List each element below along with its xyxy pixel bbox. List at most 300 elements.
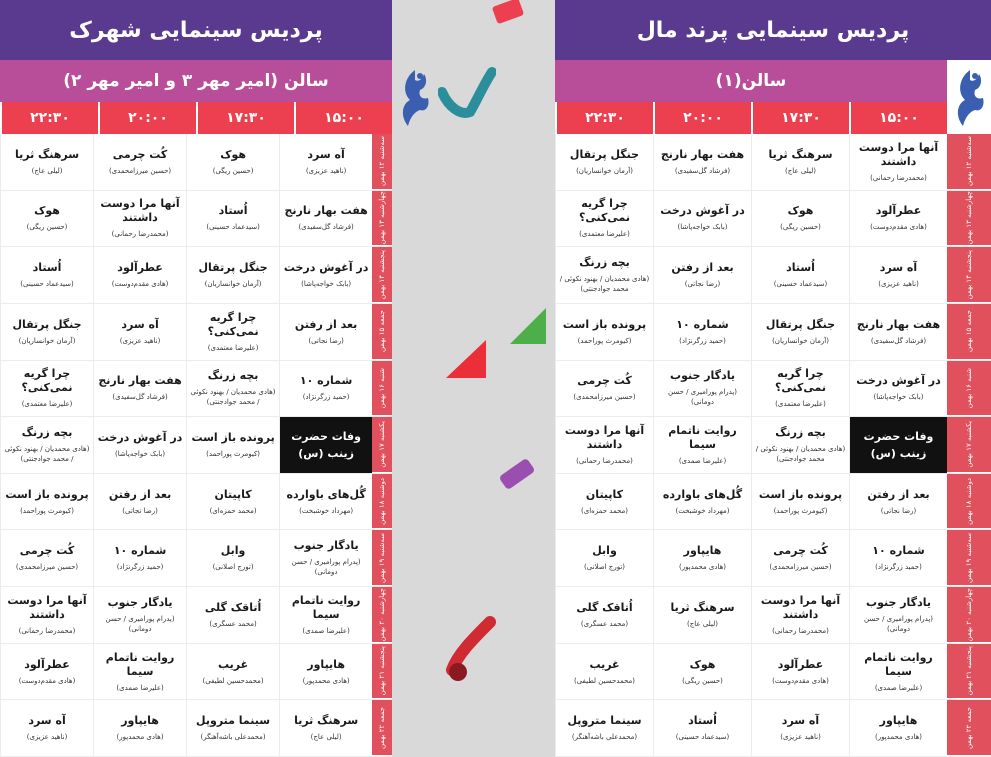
date-label <box>372 417 392 473</box>
schedule-row <box>0 134 392 191</box>
movie-cell <box>555 530 653 586</box>
panel-parand-mall <box>555 0 991 757</box>
director-name: (حسین میرزامحمدی) <box>769 563 832 572</box>
showtime-header: ۲۰:۰۰ <box>653 102 751 134</box>
schedule-row <box>555 191 991 248</box>
movie-cell <box>555 304 653 360</box>
movie-title: آنها مرا دوست داشتند <box>100 197 180 225</box>
movie-cell <box>751 700 849 756</box>
movie-cell <box>555 191 653 247</box>
director-name: (لیلی عاج) <box>687 619 718 628</box>
movie-title: وابل <box>592 544 617 558</box>
movie-cell <box>653 644 751 700</box>
date-label <box>372 191 392 247</box>
movie-title: غریب <box>218 657 249 671</box>
holiday-cell <box>849 417 947 473</box>
movie-cell <box>555 700 653 756</box>
director-name: (هادی محمدپور) <box>302 676 350 685</box>
movie-cell <box>0 134 93 190</box>
movie-cell <box>555 134 653 190</box>
movie-cell <box>93 530 186 586</box>
movie-title: هوک <box>220 147 246 161</box>
schedule-row <box>555 644 991 701</box>
director-name: (کیومرث پوراحمد) <box>773 506 828 515</box>
movie-cell <box>0 417 93 473</box>
director-name: (حسین میرزامحمدی) <box>15 563 79 572</box>
director-name: (بابک خواجه‌پاشا) <box>873 393 924 402</box>
date-label <box>372 644 392 700</box>
movie-cell <box>555 474 653 530</box>
date-text: پنجشنبه ۲۱ بهمن <box>378 646 387 696</box>
movie-cell <box>555 247 653 303</box>
movie-cell <box>0 530 93 586</box>
schedule-row <box>0 191 392 248</box>
movie-title: بچه زرنگ <box>21 426 73 440</box>
schedule-row <box>555 134 991 191</box>
movie-cell <box>186 361 279 417</box>
hall-bar <box>555 60 947 102</box>
movie-cell <box>93 247 186 303</box>
movie-title: کاپیتان <box>585 487 624 501</box>
director-name: (محمدعلی باشه‌آهنگر) <box>200 733 266 742</box>
director-name: (سیدعماد حسینی) <box>675 733 730 742</box>
movie-title: بچه زرنگ <box>775 426 826 440</box>
director-name: (محمد عسگری) <box>209 619 257 628</box>
showtime-header: ۱۷:۳۰ <box>196 102 294 134</box>
movie-title: بچه زرنگ <box>579 256 630 270</box>
date-text: شنبه ۱۶ بهمن <box>965 367 973 409</box>
director-name: (حسین میرزامحمدی) <box>573 393 636 402</box>
date-text: یکشنبه ۱۷ بهمن <box>965 421 973 468</box>
date-text: جمعه ۱۵ بهمن <box>965 310 973 353</box>
director-name: (محمدحسین لطیفی) <box>202 676 264 685</box>
movie-title: پرونده باز است <box>191 431 275 445</box>
director-name: (لیلی عاج) <box>785 166 816 175</box>
movie-title: هایپاور <box>121 714 159 728</box>
schedule-row <box>0 587 392 644</box>
director-name: (حمید زرگرنژاد) <box>679 336 726 345</box>
movie-cell <box>279 134 372 190</box>
movie-cell <box>751 587 849 643</box>
showtime-header: ۲۲:۳۰ <box>555 102 653 134</box>
movie-title: سینما متروپل <box>196 714 271 728</box>
schedule-row <box>0 247 392 304</box>
director-name: (محمدرضا رحمانی) <box>18 626 76 635</box>
movie-cell <box>849 644 947 700</box>
movie-title: وفات حضرت زینب (س) <box>863 430 934 461</box>
cinema-title: پردیس سینمایی شهرک <box>69 17 323 43</box>
date-text: سه‌شنبه ۱۲ بهمن <box>965 136 973 187</box>
movie-title: هفت بهار نارنج <box>284 204 368 218</box>
schedule-row <box>0 530 392 587</box>
director-name: (هادی مقدم‌دوست) <box>772 676 829 685</box>
director-name: (بابک خواجه‌پاشا) <box>301 280 352 289</box>
director-name: (رضا نجاتی) <box>122 506 158 515</box>
panel-title <box>0 0 392 60</box>
movie-title: اُستاد <box>688 714 717 728</box>
date-label <box>947 304 991 360</box>
director-name: (رضا نجاتی) <box>880 506 917 515</box>
movie-cell <box>0 247 93 303</box>
movie-title: سرهنگ ثریا <box>768 147 833 161</box>
movie-cell <box>279 530 372 586</box>
director-name: (حسین ریگی) <box>212 166 254 175</box>
movie-title: چرا گریه نمی‌کنی؟ <box>578 197 631 225</box>
hall-name: سالن(۱) <box>715 71 787 91</box>
movie-title: در آغوش درخت <box>856 374 941 388</box>
director-name: (تورج اصلانی) <box>212 563 254 572</box>
triangle-decoration <box>444 338 488 380</box>
movie-cell <box>849 361 947 417</box>
date-label <box>372 361 392 417</box>
film-reel-decoration <box>492 452 542 500</box>
date-text: سه‌شنبه ۱۹ بهمن <box>378 532 387 583</box>
movie-title: عطرآلود <box>875 204 922 218</box>
movie-title: در آغوش درخت <box>660 204 745 218</box>
director-name: (حمید زرگرنژاد) <box>116 563 164 572</box>
movie-cell <box>751 247 849 303</box>
director-name: (فرشاد گل‌سفیدی) <box>674 166 731 175</box>
movie-title: آنها مرا دوست داشتند <box>564 424 645 452</box>
schedule-row <box>555 247 991 304</box>
movie-title: سرهنگ ثریا <box>14 147 80 161</box>
movie-title: جنگل پرتقال <box>569 147 640 161</box>
director-name: (ناهید عزیزی) <box>305 166 347 175</box>
movie-cell <box>93 361 186 417</box>
director-name: (حسین میرزامحمدی) <box>108 166 172 175</box>
movie-cell <box>751 361 849 417</box>
director-name: (سیدعماد حسینی) <box>206 223 260 232</box>
movie-title: یادگار جنوب <box>670 369 735 383</box>
movie-cell <box>653 361 751 417</box>
director-name: (فرشاد گل‌سفیدی) <box>112 393 168 402</box>
director-name: (ناهید عزیزی) <box>119 336 161 345</box>
schedule-row <box>0 700 392 757</box>
movie-cell <box>186 587 279 643</box>
director-name: (مهرداد خوشبخت) <box>675 506 730 515</box>
triangle-decoration <box>508 306 548 346</box>
director-name: (بابک خواجه‌پاشا) <box>677 223 728 232</box>
movie-title: هفت بهار نارنج <box>856 317 941 331</box>
director-name: (محمدرضا رحمانی) <box>772 626 829 635</box>
movie-cell <box>279 304 372 360</box>
date-label <box>947 361 991 417</box>
film-reel-decoration <box>438 62 496 122</box>
date-label <box>947 474 991 530</box>
date-text: چهارشنبه ۲۰ بهمن <box>378 587 387 642</box>
movie-cell <box>0 474 93 530</box>
director-name: (رضا نجاتی) <box>684 280 721 289</box>
movie-cell <box>751 644 849 700</box>
director-name: (تورج اصلانی) <box>584 563 625 572</box>
director-name: (هادی مقدم‌دوست) <box>111 280 169 289</box>
simorgh-logo-icon <box>396 66 434 132</box>
panel-shahrak <box>0 0 392 757</box>
movie-title: کُت چرمی <box>577 374 632 388</box>
director-name: (محمدحسین لطیفی) <box>573 676 636 685</box>
director-name: (سیدعماد حسینی) <box>773 280 828 289</box>
director-name: (ناهید عزیزی) <box>780 733 821 742</box>
date-label <box>947 530 991 586</box>
date-text: چهارشنبه ۱۳ بهمن <box>965 191 973 245</box>
director-name: (علیرضا معتمدی) <box>775 400 826 409</box>
movie-cell <box>751 304 849 360</box>
movie-title: سرهنگ ثریا <box>294 714 359 728</box>
date-label <box>372 304 392 360</box>
movie-cell <box>849 304 947 360</box>
movie-cell <box>849 474 947 530</box>
director-name: (محمدعلی باشه‌آهنگر) <box>571 733 638 742</box>
director-name: (هادی مقدم‌دوست) <box>18 676 76 685</box>
date-text: پنجشنبه ۱۴ بهمن <box>965 249 973 300</box>
date-text: پنجشنبه ۱۴ بهمن <box>378 249 387 300</box>
movie-cell <box>186 417 279 473</box>
movie-cell <box>93 417 186 473</box>
film-reel-decoration <box>444 614 498 684</box>
movie-title: هایپاور <box>307 657 345 671</box>
schedule-row <box>555 417 991 474</box>
schedule-row <box>555 530 991 587</box>
movie-cell <box>0 304 93 360</box>
movie-title: روایت ناتمام سیما <box>864 650 933 678</box>
director-name: (علیرضا صمدی) <box>302 626 350 635</box>
schedule-row <box>555 587 991 644</box>
movie-title: اُستاد <box>32 261 62 275</box>
movie-title: بعد از رفتن <box>108 487 172 501</box>
movie-title: در آغوش درخت <box>97 431 183 445</box>
movie-cell <box>279 247 372 303</box>
director-name: (آرمان خوانساریان) <box>204 280 262 289</box>
movie-title: آه سرد <box>121 317 159 331</box>
movie-title: هوک <box>34 204 60 218</box>
movie-title: گُل‌های باوارده <box>286 487 366 501</box>
movie-cell <box>849 530 947 586</box>
director-name: (علیرضا صمدی) <box>116 683 164 692</box>
movie-title: روایت ناتمام سیما <box>105 650 175 678</box>
movie-title: کُت چرمی <box>112 147 168 161</box>
movie-cell <box>653 247 751 303</box>
movie-title: چرا گریه نمی‌کنی؟ <box>774 367 827 395</box>
date-text: چهارشنبه ۲۰ بهمن <box>965 587 973 642</box>
director-name: (محمدرضا رحمانی) <box>576 457 633 466</box>
movie-cell <box>186 474 279 530</box>
showtimes-header <box>0 102 392 134</box>
movie-title: وفات حضرت زینب (س) <box>291 430 361 461</box>
date-label <box>372 587 392 643</box>
movie-cell <box>653 304 751 360</box>
movie-title: هایپاور <box>879 714 918 728</box>
movie-cell <box>751 474 849 530</box>
director-name: (ناهید عزیزی) <box>26 733 68 742</box>
director-name: (حمید زرگرنژاد) <box>302 393 350 402</box>
movie-cell <box>93 587 186 643</box>
director-name: (آرمان خوانساریان) <box>576 166 633 175</box>
movie-cell <box>186 530 279 586</box>
movie-title: هفت بهار نارنج <box>660 147 745 161</box>
movie-title: سرهنگ ثریا <box>670 600 735 614</box>
director-name: (هادی مقدم‌دوست) <box>870 223 927 232</box>
date-text: جمعه ۲۲ بهمن <box>378 706 387 749</box>
director-name: (کیومرث پوراحمد) <box>206 450 261 459</box>
movie-cell <box>93 474 186 530</box>
director-name: (پدرام پورامیری / حسن دومانی) <box>863 614 934 633</box>
schedule-row <box>555 700 991 757</box>
movie-title: آنها مرا دوست داشتند <box>760 593 841 621</box>
director-name: (هادی محمدیان / بهنود نکوئی / محمد جوادجنتی) <box>559 275 650 294</box>
movie-cell <box>279 361 372 417</box>
director-name: (محمد عسگری) <box>580 619 629 628</box>
date-text: چهارشنبه ۱۳ بهمن <box>378 191 387 245</box>
date-label <box>947 587 991 643</box>
movie-title: غریب <box>589 657 620 671</box>
hall-name: سالن (امیر مهر ۳ و امیر مهر ۲) <box>63 71 329 91</box>
date-text: سه‌شنبه ۱۹ بهمن <box>965 532 973 583</box>
movie-cell <box>555 361 653 417</box>
movie-title: هایپاور <box>683 544 722 558</box>
movie-cell <box>186 191 279 247</box>
director-name: (پدرام پورامیری / حسن دومانی) <box>291 558 361 577</box>
movie-cell <box>93 304 186 360</box>
schedule-grid <box>0 134 392 757</box>
movie-cell <box>0 191 93 247</box>
movie-title: یادگار جنوب <box>107 595 173 609</box>
date-text: دوشنبه ۱۸ بهمن <box>965 477 973 525</box>
holiday-cell <box>279 417 372 473</box>
movie-cell <box>849 587 947 643</box>
date-label <box>947 417 991 473</box>
director-name: (علیرضا معتمدی) <box>579 230 630 239</box>
schedule-row <box>555 474 991 531</box>
movie-cell <box>279 191 372 247</box>
hall-bar <box>0 60 392 102</box>
director-name: (لیلی عاج) <box>31 166 63 175</box>
simorgh-logo-icon <box>951 66 989 132</box>
movie-cell <box>93 700 186 756</box>
showtime-header: ۱۵:۰۰ <box>849 102 947 134</box>
movie-title: آه سرد <box>879 261 918 275</box>
movie-title: آنها مرا دوست داشتند <box>858 140 939 168</box>
movie-cell <box>93 191 186 247</box>
date-text: جمعه ۱۵ بهمن <box>378 310 387 353</box>
movie-cell <box>751 530 849 586</box>
director-name: (پدرام پورامیری / حسن دومانی) <box>105 614 175 633</box>
movie-title: یادگار جنوب <box>866 595 931 609</box>
movie-cell <box>653 700 751 756</box>
movie-cell <box>751 417 849 473</box>
director-name: (هادی محمدپور) <box>678 563 727 572</box>
date-label <box>372 474 392 530</box>
director-name: (ناهید عزیزی) <box>878 280 919 289</box>
movie-title: آه سرد <box>307 147 345 161</box>
movie-cell <box>751 191 849 247</box>
panel-title <box>555 0 991 60</box>
movie-cell <box>279 700 372 756</box>
schedule-row <box>0 361 392 418</box>
movie-cell <box>849 191 947 247</box>
movie-cell <box>653 587 751 643</box>
schedule-row <box>555 361 991 418</box>
movie-cell <box>653 474 751 530</box>
movie-title: شماره ۱۰ <box>299 374 353 388</box>
movie-title: کُت چرمی <box>773 544 828 558</box>
date-text: جمعه ۲۲ بهمن <box>965 706 973 749</box>
movie-title: کاپیتان <box>214 487 252 501</box>
movie-title: وابل <box>220 544 246 558</box>
director-name: (محمد حمزه‌ای) <box>581 506 629 515</box>
movie-cell <box>0 644 93 700</box>
movie-title: شماره ۱۰ <box>676 317 729 331</box>
date-label <box>372 530 392 586</box>
movie-title: عطرآلود <box>24 657 70 671</box>
director-name: (لیلی عاج) <box>310 733 342 742</box>
movie-cell <box>279 644 372 700</box>
schedule-row <box>0 304 392 361</box>
director-name: (پدرام پورامیری / حسن دومانی) <box>667 388 738 407</box>
director-name: (محمدرضا رحمانی) <box>870 173 927 182</box>
movie-cell <box>0 587 93 643</box>
date-text: پنجشنبه ۲۱ بهمن <box>965 646 973 696</box>
director-name: (علیرضا صمدی) <box>678 457 727 466</box>
showtime-header: ۲۰:۰۰ <box>98 102 196 134</box>
movie-title: هفت بهار نارنج <box>98 374 182 388</box>
movie-cell <box>555 587 653 643</box>
date-label <box>947 134 991 190</box>
director-name: (آرمان خوانساریان) <box>772 336 829 345</box>
date-label <box>372 247 392 303</box>
director-name: (هادی محمدیان / بهنود نکوئی / محمد جوادجنتی) <box>4 445 90 464</box>
date-text: یکشنبه ۱۷ بهمن <box>378 421 387 468</box>
movie-cell <box>849 134 947 190</box>
movie-title: جنگل پرتقال <box>12 317 82 331</box>
movie-cell <box>0 700 93 756</box>
movie-title: جنگل پرتقال <box>765 317 836 331</box>
director-name: (آرمان خوانساریان) <box>18 336 76 345</box>
movie-title: آنها مرا دوست داشتند <box>7 593 87 621</box>
movie-cell <box>93 644 186 700</box>
movie-title: هوک <box>787 204 814 218</box>
movie-title: شماره ۱۰ <box>872 544 925 558</box>
director-name: (هادی محمدیان / بهنود نکوئی / محمد جوادجنتی) <box>190 388 276 407</box>
movie-cell <box>555 417 653 473</box>
schedule-row <box>0 417 392 474</box>
movie-title: اُتاقک گلی <box>204 600 262 614</box>
director-name: (هادی محمدیان / بهنود نکوئی / محمد جوادجنتی) <box>755 445 846 464</box>
director-name: (مهرداد خوشبخت) <box>299 506 354 515</box>
movie-title: پرونده باز است <box>5 487 89 501</box>
movie-title: جنگل پرتقال <box>198 261 268 275</box>
movie-title: اُستاد <box>786 261 815 275</box>
movie-title: هوک <box>689 657 716 671</box>
date-label <box>372 134 392 190</box>
director-name: (علیرضا صمدی) <box>874 683 923 692</box>
movie-title: اُستاد <box>218 204 248 218</box>
movie-cell <box>849 247 947 303</box>
movie-title: گُل‌های باوارده <box>662 487 743 501</box>
showtime-header: ۲۲:۳۰ <box>0 102 98 134</box>
movie-title: بعد از رفتن <box>294 317 358 331</box>
movie-title: شماره ۱۰ <box>113 544 167 558</box>
movie-cell <box>0 361 93 417</box>
schedule-grid <box>555 134 991 757</box>
movie-cell <box>653 134 751 190</box>
director-name: (هادی محمدپور) <box>116 733 164 742</box>
movie-cell <box>186 304 279 360</box>
director-name: (محمدرضا رحمانی) <box>111 230 169 239</box>
movie-title: بعد از رفتن <box>867 487 930 501</box>
director-name: (علیرضا معتمدی) <box>207 343 259 352</box>
film-reel-decoration <box>492 0 528 26</box>
movie-cell <box>93 134 186 190</box>
